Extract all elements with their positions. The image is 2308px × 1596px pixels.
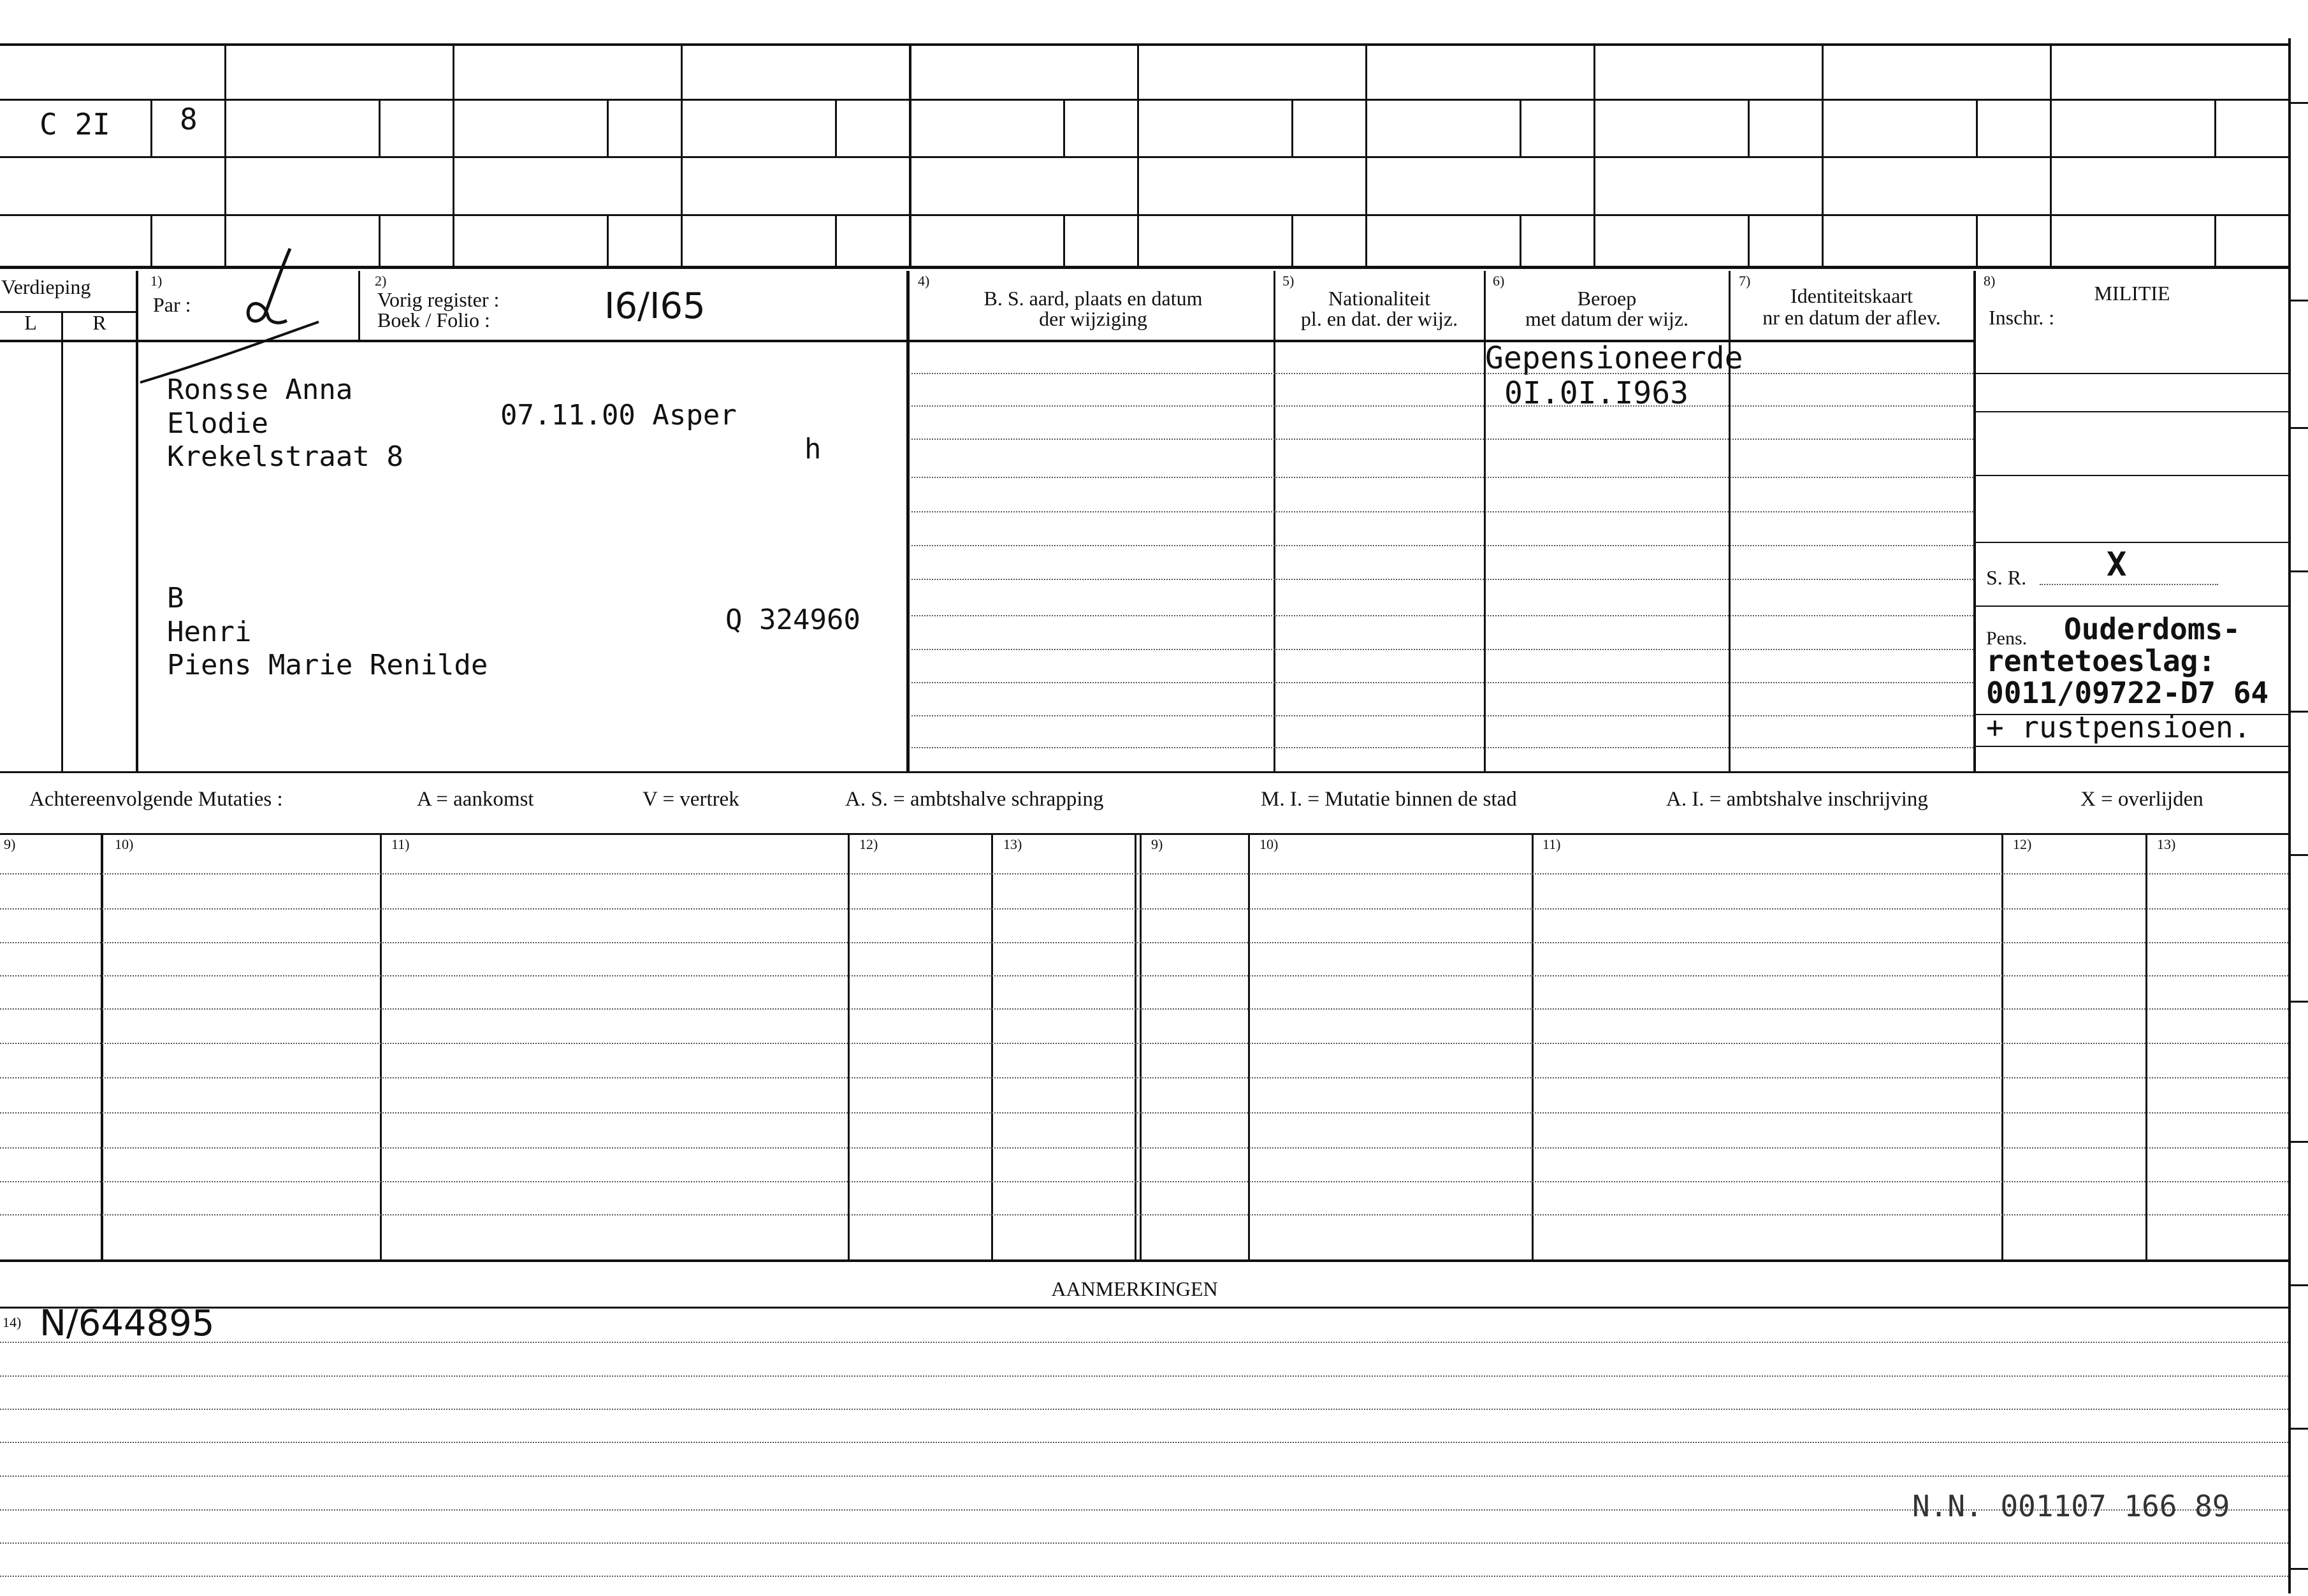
remarks-code: N/644895 [40,1303,215,1344]
national-number: N.N. 001107 166 89 [1912,1489,2230,1523]
militie-label: MILITIE [2094,282,2170,305]
note-number: 4) [918,273,930,289]
boek-folio-value: I6/I65 [604,286,706,327]
bs-header-line1: B. S. aard, plaats en datum [983,287,1203,310]
person-status: B [167,582,184,614]
mutation-col-header: 10) [115,836,134,852]
person-marker: h [804,433,822,465]
note-number: 8) [1984,273,1996,289]
beroep-value: Gepensioneerde [1485,340,1743,376]
mutation-col-header: 12) [2013,836,2032,852]
legend-item: A = aankomst [417,788,534,811]
mutation-col-header: 11) [391,836,410,852]
inschr-label: Inschr. : [1989,306,2055,329]
beroep-date: 0I.0I.I963 [1504,375,1688,411]
note-number: 1) [150,273,163,289]
pens-line2: rentetoeslag: [1986,644,2216,678]
spouse-number: Q 324960 [725,604,860,636]
verdieping-label: Verdieping [1,275,91,298]
mutation-col-header: 12) [859,836,878,852]
vorig-register-label: Vorig register : [377,288,500,311]
spouse-first-name: Henri [167,616,252,648]
index-code: C 2I [40,107,110,141]
note-number: 5) [1282,273,1295,289]
person-birth: 07.11.00 Asper [500,399,737,432]
legend-title: Achtereenvolgende Mutaties : [29,788,283,811]
remarks-note-number: 14) [3,1314,22,1330]
legend-item: A. S. = ambtshalve schrapping [845,788,1104,811]
mutation-col-header: 13) [1003,836,1022,852]
nationaliteit-sub-label: pl. en dat. der wijz. [1300,307,1458,330]
parents-names: Piens Marie Renilde [167,649,488,681]
person-address: Krekelstraat 8 [167,440,403,473]
sr-label: S. R. [1986,566,2027,589]
verdieping-l-label: L [24,311,37,334]
boek-folio-label: Boek / Folio : [377,308,490,331]
mutation-col-header: 11) [1542,836,1561,852]
verdieping-r-label: R [92,311,106,334]
index-number: 8 [180,102,198,136]
sr-value: X [2107,546,2127,584]
pens-line4: + rustpensioen. [1986,710,2251,744]
pens-label: Pens. [1986,628,2028,649]
beroep-sub-label: met datum der wijz. [1525,307,1688,330]
remarks-rule [0,1307,2288,1309]
remarks-title: AANMERKINGEN [1051,1277,1218,1300]
legend-top-rule [0,771,2288,773]
legend-item: X = overlijden [2080,788,2203,811]
legend-item: M. I. = Mutatie binnen de stad [1261,788,1517,811]
identiteitskaart-sub-label: nr en datum der aflev. [1762,306,1941,329]
note-number: 7) [1739,273,1751,289]
person-name: Ronsse Anna [167,374,353,406]
person-first-name: Elodie [167,407,268,440]
mutation-col-header: 10) [1259,836,1279,852]
mutation-col-header: 9) [1151,836,1163,852]
note-number: 2) [375,273,387,289]
par-label: Par : [153,293,191,316]
pens-line1: Ouderdoms- [2064,612,2240,646]
nationaliteit-label: Nationaliteit [1328,287,1430,310]
pens-line3: 0011/09722-D7 64 [1986,676,2269,710]
beroep-label: Beroep [1577,287,1637,310]
bs-header-line2: der wijziging [1039,307,1147,330]
legend-item: A. I. = ambtshalve inschrijving [1666,788,1928,811]
identiteitskaart-label: Identiteitskaart [1790,284,1913,307]
mutation-col-header: 9) [4,836,16,852]
note-number: 6) [1493,273,1505,289]
mutation-col-header: 13) [2157,836,2176,852]
legend-item: V = vertrek [642,788,739,811]
